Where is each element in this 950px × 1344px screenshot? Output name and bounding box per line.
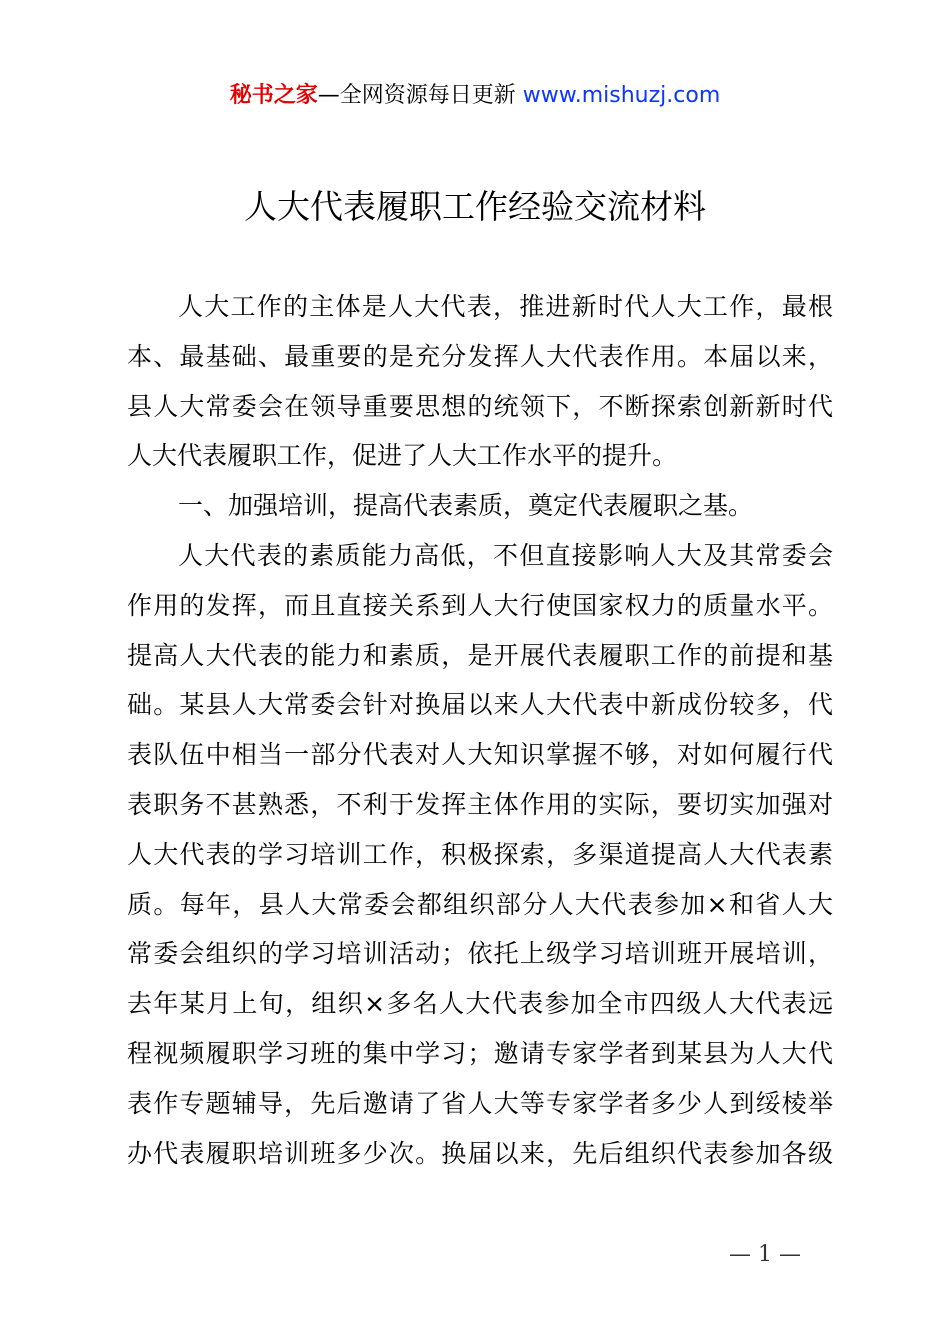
paragraph-line: 提高人大代表的能力和素质，是开展代表履职工作的前提和基 [127,640,833,670]
page-number: — 1 — [729,1242,801,1267]
paragraph-line: 表队伍中相当一部分代表对人大知识掌握不够，对如何履行代 [127,740,833,770]
paragraph-line: 人大代表的学习培训工作，积极探索，多渠道提高人大代表素 [127,839,833,869]
paragraph-line: 表作专题辅导，先后邀请了省人大等专家学者多少人到绥棱举 [127,1088,833,1118]
section-heading: 一、加强培训，提高代表素质，奠定代表履职之基。 [178,491,754,521]
paragraph-line: 人大代表履职工作，促进了人大工作水平的提升。 [127,441,678,471]
paragraph-line: 表职务不甚熟悉，不利于发挥主体作用的实际，要切实加强对 [127,789,833,819]
document-body [127,282,833,1178]
paragraph-line: 县人大常委会在领导重要思想的统领下，不断探索创新新时代 [127,391,833,421]
paragraph-line: 人大代表的素质能力高低，不但直接影响人大及其常委会 [178,540,833,570]
document-title: 人大代表履职工作经验交流材料 [244,187,706,226]
paragraph-line: 人大工作的主体是人大代表，推进新时代人大工作，最根 [178,292,833,321]
paragraph-line: 办代表履职培训班多少次。换届以来，先后组织代表参加各级 [127,1138,833,1168]
site-header [0,80,950,112]
header-tagline: —全网资源每日更新 [317,83,523,108]
paragraph-line: 常委会组织的学习培训活动；依托上级学习培训班开展培训， [127,939,833,969]
brand-name: 秘书之家 [229,83,318,108]
paragraph-line: 础。某县人大常委会针对换届以来人大代表中新成份较多，代 [127,690,833,720]
paragraph-line: 质。每年，县人大常委会都组织部分人大代表参加×和省人大 [127,889,833,919]
site-url-link[interactable]: www.mishuzj.com [522,83,721,108]
paragraph-line: 作用的发挥，而且直接关系到人大行使国家权力的质量水平。 [127,590,833,620]
paragraph-line: 本、最基础、最重要的是充分发挥人大代表作用。本届以来， [127,341,833,371]
paragraph-line: 程视频履职学习班的集中学习；邀请专家学者到某县为人大代 [127,1038,833,1068]
paragraph-line: 去年某月上旬，组织×多名人大代表参加全市四级人大代表远 [127,989,833,1019]
